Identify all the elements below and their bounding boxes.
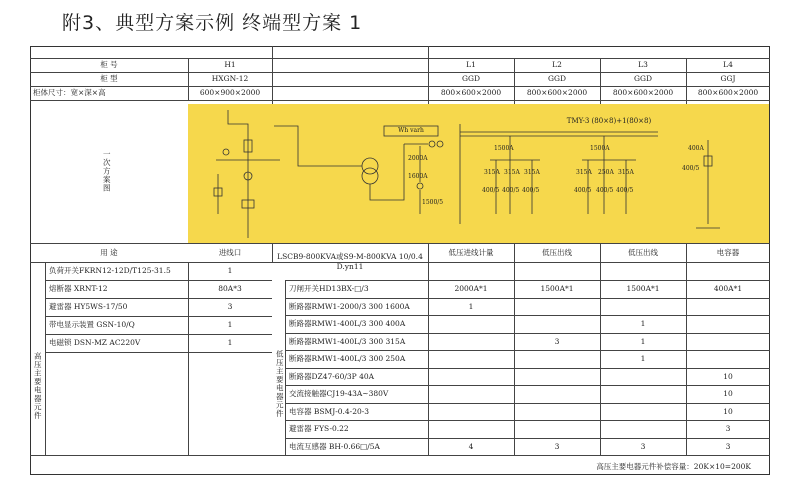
- lv-item-l2: 3: [554, 336, 560, 346]
- usage-l3: 低压出线: [628, 247, 658, 257]
- cabinet-type-h1: HXGN-12: [211, 74, 249, 84]
- lv-item-l3: [600, 420, 686, 438]
- lv-item-l1: [428, 403, 514, 421]
- lv-item-l2: [514, 315, 600, 333]
- usage-header: 用 途: [100, 247, 118, 257]
- cabinet-type-l2: GGD: [548, 74, 566, 84]
- lv-item-l1: 1: [468, 301, 474, 311]
- cabinet-size-h1: 600×900×2000: [199, 88, 261, 98]
- cabinet-size-l4: 800×600×2000: [697, 88, 759, 98]
- lv-item-name: 断路器RMW1-2000/3 300 1600A: [289, 301, 410, 311]
- diagram-label: 400A: [688, 145, 704, 152]
- lv-item-l1: [428, 315, 514, 333]
- lv-item-l3: 1: [640, 354, 646, 363]
- lv-item-l4: 400A*1: [713, 284, 743, 293]
- hv-item-name: 电磁锁 DSN-MZ AC220V: [49, 338, 141, 348]
- diagram-label: 1600A: [408, 173, 428, 180]
- diagram-bus-label: TMY-3 (80×8)+1(80×8): [566, 116, 652, 125]
- cabinet-type-label: 柜 型: [100, 74, 118, 84]
- lv-item-l4: 3: [725, 441, 731, 451]
- cabinet-number-label: 柜 号: [100, 60, 118, 70]
- lv-item-l3: [600, 368, 686, 386]
- hv-item-qty: 1: [227, 266, 233, 276]
- single-line-diagram: [188, 104, 769, 243]
- cabinet-type-l3: GGD: [634, 74, 652, 84]
- footer-note: 高压主要电器元件补偿容量：20K×10=200K: [596, 462, 751, 471]
- cabinet-number-l4: L4: [723, 60, 733, 70]
- lv-item-l2: [514, 403, 600, 421]
- lv-item-l3: 3: [640, 441, 646, 451]
- hv-item-qty: 1: [227, 338, 233, 348]
- lv-item-l2: [514, 385, 600, 403]
- hv-item-name: 熔断器 XRNT-12: [49, 284, 108, 294]
- diagram-label: 250A: [598, 169, 614, 176]
- cabinet-size-l1: 800×600×2000: [440, 88, 502, 98]
- lv-item-l4: [686, 350, 770, 368]
- diagram-label: 1500A: [590, 145, 610, 152]
- hv-group-label: 高压主要电器元件: [33, 352, 43, 420]
- lv-item-l4: [686, 333, 770, 351]
- diagram-label: 400/5: [502, 187, 520, 194]
- lv-item-l4: 3: [725, 424, 731, 433]
- cabinet-number-l2: L2: [552, 60, 562, 70]
- lv-item-l3: [600, 385, 686, 403]
- lv-item-name: 避雷器 FYS-0.22: [289, 424, 349, 433]
- usage-transformer: LSCB9-800KVA或S9-M-800KVA 10/0.4 D.yn11: [277, 251, 423, 271]
- lv-item-l1: [428, 420, 514, 438]
- hv-item-name: 带电显示装置 GSN-10/Q: [49, 320, 135, 330]
- lv-item-l1: [428, 350, 514, 368]
- diagram-label: 400/5: [574, 187, 592, 194]
- page-title: 附3、典型方案示例 终端型方案 1: [62, 12, 363, 34]
- hv-item-name: 避雷器 HY5WS-17/50: [49, 302, 128, 312]
- diagram-side-label: 一次方案图: [102, 150, 112, 193]
- lv-item-l4: [686, 298, 770, 316]
- lv-item-l3: [600, 403, 686, 421]
- lv-item-l1: [428, 333, 514, 351]
- cabinet-number-h1: H1: [224, 60, 236, 70]
- hv-item-qty: 80A*3: [218, 284, 242, 294]
- diagram-meter-box: Wh varh: [398, 127, 424, 134]
- usage-l2: 低压出线: [542, 247, 572, 257]
- cabinet-size-l3: 800×600×2000: [612, 88, 674, 98]
- lv-item-l2: [514, 420, 600, 438]
- diagram-label: 2000A: [408, 155, 428, 162]
- lv-item-l2: 3: [554, 441, 560, 451]
- diagram-label: 400/5: [596, 187, 614, 194]
- usage-h1: 进线口: [218, 247, 242, 257]
- lv-item-name: 交流接触器CJ19-43A~380V: [289, 389, 389, 398]
- lv-item-name: 刀闸开关HD13BX-□/3: [289, 284, 369, 293]
- diagram-label: 400/5: [482, 187, 500, 194]
- lv-item-l4: 10: [723, 406, 733, 416]
- hv-item-qty: 3: [227, 302, 233, 312]
- lv-item-l2: 1500A*1: [540, 284, 574, 293]
- lv-item-l2: [514, 298, 600, 316]
- lv-item-name: 断路器RMW1-400L/3 300 315A: [289, 336, 406, 346]
- lv-group-label: 低压主要电器元件: [275, 350, 285, 418]
- lv-item-l3: [600, 298, 686, 316]
- hv-item-name: 负荷开关FKRN12-12D/T125-31.5: [49, 266, 171, 276]
- lv-item-l3: 1: [640, 336, 646, 346]
- diagram-label: 1500/5: [422, 199, 444, 206]
- lv-item-l1: 2000A*1: [454, 284, 488, 293]
- lv-item-l2: [514, 368, 600, 386]
- lv-item-l1: 4: [468, 441, 474, 451]
- diagram-label: 400/5: [682, 165, 700, 172]
- lv-item-l4: 10: [723, 371, 733, 381]
- diagram-label: 315A: [524, 169, 540, 176]
- hv-item-qty: 1: [227, 320, 233, 330]
- lv-item-l1: [428, 385, 514, 403]
- diagram-label: 315A: [504, 169, 520, 176]
- cabinet-size-label: 柜体尺寸：宽×深×高: [33, 88, 106, 98]
- lv-item-name: 断路器DZ47-60/3P 40A: [289, 371, 375, 381]
- diagram-label: 1500A: [494, 145, 514, 152]
- cabinet-number-l3: L3: [638, 60, 648, 70]
- lv-item-l3: 1: [640, 319, 646, 328]
- lv-item-name: 电容器 BSMJ-0.4-20-3: [289, 406, 370, 416]
- usage-l4: 电容器: [716, 247, 740, 257]
- diagram-label: 315A: [576, 169, 592, 176]
- lv-item-l2: [514, 350, 600, 368]
- lv-item-name: 电流互感器 BH-0.66□/5A: [289, 441, 380, 451]
- usage-l1: 低压进线计量: [448, 247, 494, 257]
- lv-item-l3: 1500A*1: [626, 284, 660, 293]
- lv-item-l4: [686, 315, 770, 333]
- lv-item-name: 断路器RMW1-400L/3 300 400A: [289, 319, 406, 328]
- lv-item-l1: [428, 368, 514, 386]
- diagram-label: 315A: [618, 169, 634, 176]
- cabinet-size-l2: 800×600×2000: [526, 88, 588, 98]
- diagram-label: 315A: [484, 169, 500, 176]
- diagram-drawing: [188, 104, 769, 243]
- cabinet-type-l1: GGD: [462, 74, 480, 84]
- cabinet-type-l4: GGJ: [720, 74, 736, 84]
- diagram-label: 400/5: [616, 187, 634, 194]
- cabinet-number-l1: L1: [466, 60, 476, 70]
- lv-item-name: 断路器RMW1-400L/3 300 250A: [289, 354, 406, 363]
- lv-item-l4: 10: [723, 389, 733, 398]
- diagram-label: 400/5: [522, 187, 540, 194]
